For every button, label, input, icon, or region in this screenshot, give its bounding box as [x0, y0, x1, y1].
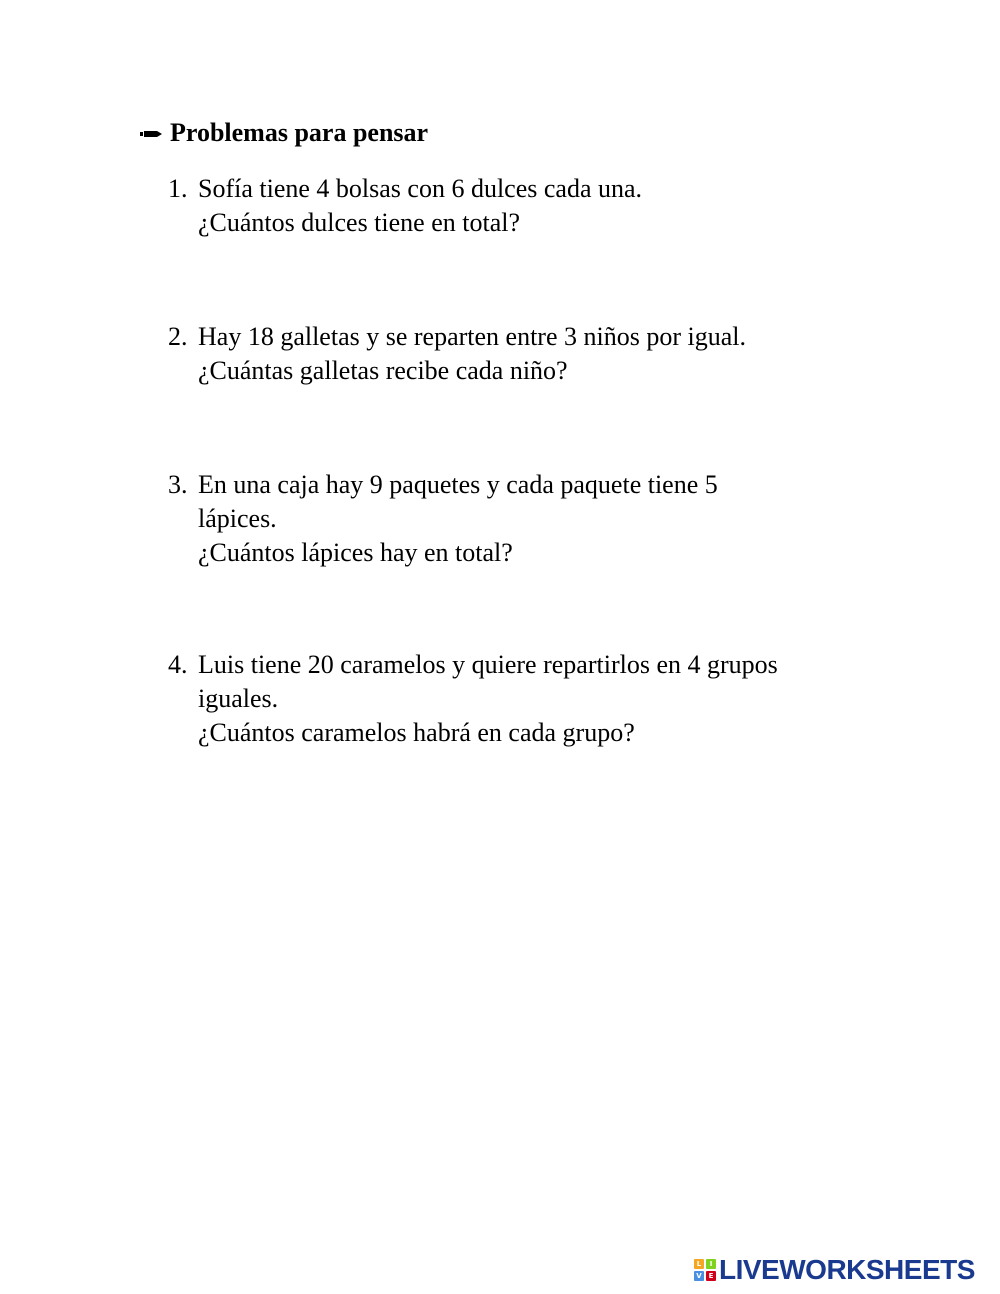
- problem-text: Luis tiene 20 caramelos y quiere repartirlos en 4 grupos: [198, 650, 778, 679]
- logo-mark-cell: I: [706, 1259, 716, 1269]
- pencil-icon: [140, 129, 162, 139]
- problem-item: [168, 172, 888, 240]
- problem-item: [168, 320, 888, 388]
- problem-number: 3.: [168, 470, 188, 499]
- problem-question: ¿Cuántos dulces tiene en total?: [198, 208, 521, 237]
- problem-item: [168, 468, 888, 570]
- problem-question: ¿Cuántas galletas recibe cada niño?: [198, 356, 568, 385]
- problem-text-continued: lápices.: [198, 504, 277, 533]
- logo-text: LIVEWORKSHEETS: [719, 1254, 975, 1285]
- problem-item: [168, 648, 888, 750]
- problem-text: Sofía tiene 4 bolsas con 6 dulces cada una.: [198, 174, 643, 203]
- logo-mark-icon: [694, 1259, 716, 1281]
- problem-number: 2.: [168, 322, 188, 351]
- logo-mark-cell: E: [706, 1271, 716, 1281]
- problem-text: En una caja hay 9 paquetes y cada paquete tiene 5: [198, 470, 718, 499]
- problem-text: Hay 18 galletas y se reparten entre 3 niños por igual.: [198, 322, 746, 351]
- problem-list: [168, 172, 888, 750]
- logo-mark-cell: L: [694, 1259, 704, 1269]
- problem-question: ¿Cuántos lápices hay en total?: [198, 538, 513, 567]
- problem-number: 4.: [168, 650, 188, 679]
- problem-question: ¿Cuántos caramelos habrá en cada grupo?: [198, 718, 635, 747]
- problem-text-continued: iguales.: [198, 684, 279, 713]
- section-heading: [140, 117, 428, 149]
- liveworksheets-logo: [694, 1255, 975, 1285]
- logo-mark-cell: V: [694, 1271, 704, 1281]
- problem-number: 1.: [168, 174, 188, 203]
- section-title: Problemas para pensar: [170, 118, 429, 147]
